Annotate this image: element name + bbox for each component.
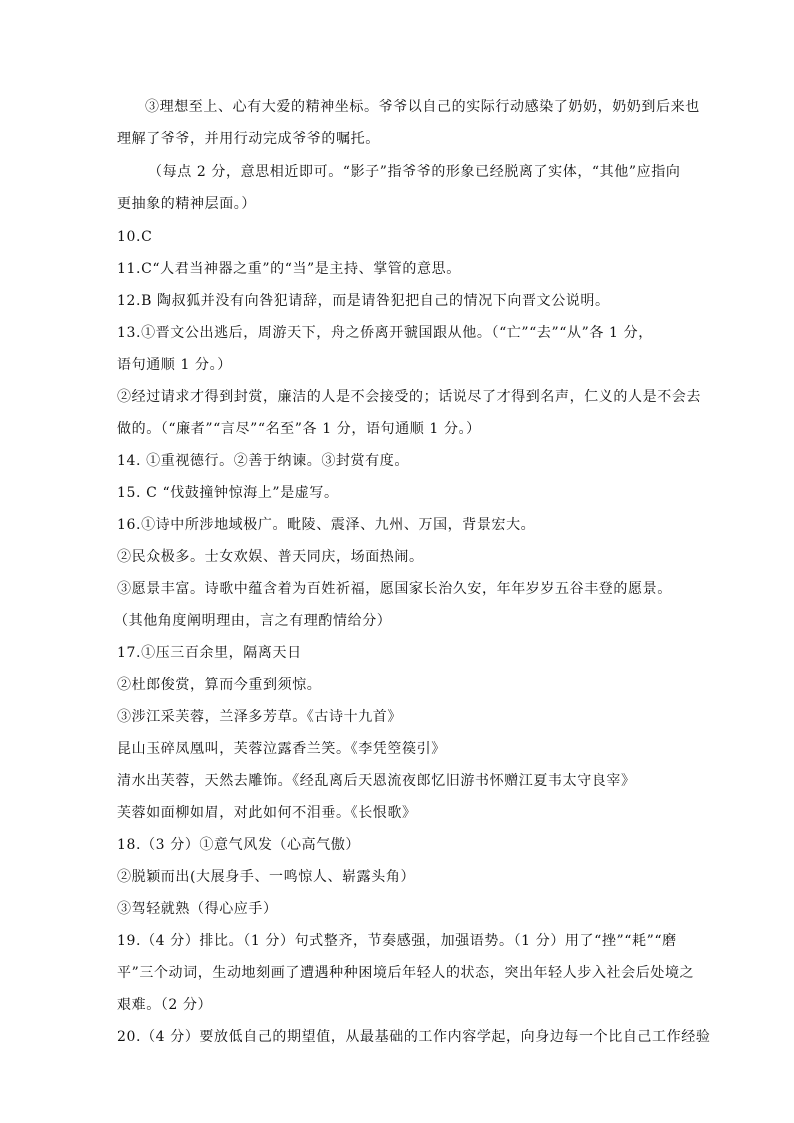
answer-20: 20.（4 分）要放低自己的期望值，从最基础的工作内容学起，向身边每一个比自己工作经验 [117, 1029, 711, 1045]
answer-13: 13.①晋文公出逃后，周游天下，舟之侨离开虢国跟从他。（“亡”“去”“从”各 1 分， [117, 325, 653, 341]
scoring-note: （其他角度阐明理由，言之有理酌情给分） [114, 613, 392, 629]
answer-line: ③愿景丰富。诗歌中蕴含着为百姓祈福，愿国家长治久安，年年岁岁五谷丰登的愿景。 [117, 581, 672, 597]
answer-18: 18.（3 分）①意气风发（心高气傲） [117, 837, 361, 853]
answer-line: 艰难。（2 分） [117, 997, 213, 1013]
answer-line: ③理想至上、心有大爱的精神坐标。爷爷以自己的实际行动感染了奶奶，奶奶到后来也 [145, 99, 700, 115]
answer-10: 10.C [117, 229, 153, 245]
answer-line: 芙蓉如面柳如眉，对此如何不泪垂。《长恨歌》 [117, 805, 417, 821]
answer-11: 11.C“人君当神器之重”的“当”是主持、掌管的意思。 [117, 261, 461, 277]
answer-line: ②民众极多。士女欢娱、普天同庆，场面热闹。 [117, 549, 424, 565]
scoring-note: （每点 2 分，意思相近即可。“影子”指爷爷的形象已经脱离了实体，“其他”应指向 [148, 164, 681, 180]
answer-line: 清水出芙蓉，天然去雕饰。《经乱离后天恩流夜郎忆旧游书怀赠江夏韦太守良宰》 [117, 773, 636, 789]
answer-16: 16.①诗中所涉地域极广。毗陵、震泽、九州、万国，背景宏大。 [117, 517, 536, 533]
answer-line: ②经过请求才得到封赏，廉洁的人是不会接受的；话说尽了才得到名声，仁义的人是不会去 [117, 389, 701, 405]
answer-line: ③涉江采芙蓉，兰泽多芳草。《古诗十九首》 [117, 709, 402, 725]
answer-line: 平”三个动词，生动地刻画了遭遇种种困境后年轻人的状态，突出年轻人步入社会后处境之 [117, 965, 695, 981]
scoring-note: 更抽象的精神层面。） [117, 196, 256, 212]
answer-17: 17.①压三百余里，隔离天日 [117, 645, 302, 661]
answer-line: ②杜郎俊赏，算而今重到须惊。 [117, 677, 322, 693]
answer-14: 14. ①重视德行。②善于纳谏。③封赏有度。 [117, 453, 409, 469]
answer-12: 12.B 陶叔狐并没有向咎犯请辞，而是请咎犯把自己的情况下向晋文公说明。 [117, 293, 610, 309]
answer-15: 15. C “伐鼓撞钟惊海上”是虚写。 [117, 485, 339, 501]
answer-line: ③驾轻就熟（得心应手） [117, 901, 278, 917]
answer-line: 昆山玉碎凤凰叫，芙蓉泣露香兰笑。《李凭箜篌引》 [117, 741, 446, 757]
answer-line: 理解了爷爷，并用行动完成爷爷的嘱托。 [117, 131, 380, 147]
answer-line: 语句通顺 1 分。） [117, 357, 232, 373]
answer-line: 做的。（“廉者”“言尽”“名至”各 1 分，语句通顺 1 分。） [117, 421, 481, 437]
answer-19: 19.（4 分）排比。（1 分）句式整齐，节奏感强，加强语势。（1 分）用了“挫”“耗”“磨 [117, 933, 677, 949]
answer-line: ②脱颖而出(大展身手、一鸣惊人、崭露头角） [117, 869, 416, 885]
